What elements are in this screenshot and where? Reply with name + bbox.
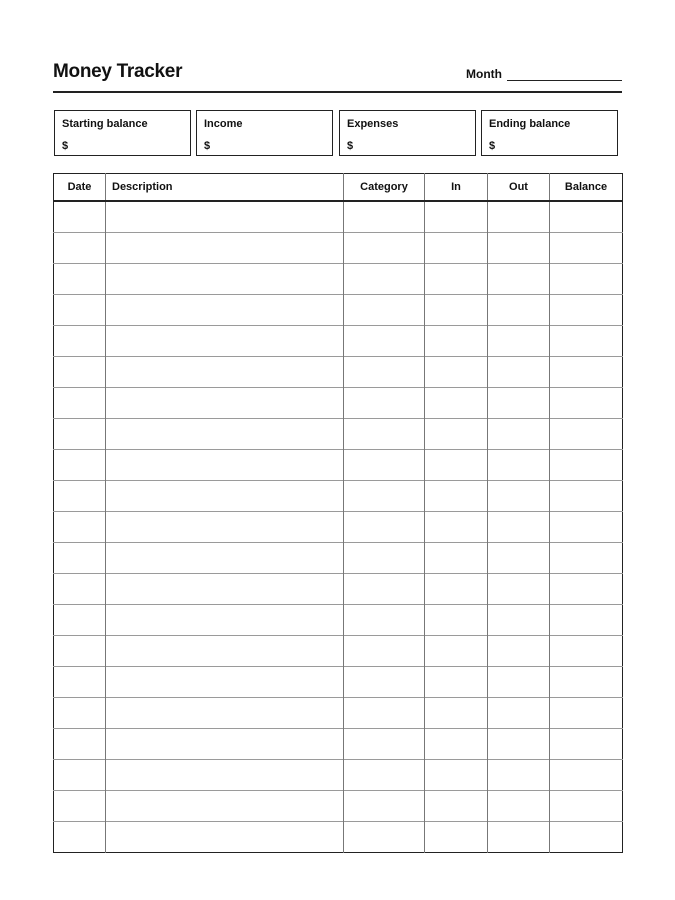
- date-cell[interactable]: [54, 264, 106, 295]
- column-header-category: Category: [344, 174, 425, 202]
- table-row: [54, 201, 623, 233]
- description-cell[interactable]: [106, 543, 344, 574]
- in-cell[interactable]: [425, 512, 488, 543]
- description-cell[interactable]: [106, 419, 344, 450]
- summary-starting-balance[interactable]: [54, 110, 191, 156]
- category-cell[interactable]: [344, 264, 425, 295]
- category-cell[interactable]: [344, 201, 425, 233]
- date-cell[interactable]: [54, 326, 106, 357]
- balance-cell[interactable]: [550, 574, 623, 605]
- column-header-balance: Balance: [550, 174, 623, 202]
- balance-cell[interactable]: [550, 605, 623, 636]
- summary-label: Income: [204, 118, 243, 130]
- in-cell[interactable]: [425, 233, 488, 264]
- balance-cell[interactable]: [550, 636, 623, 667]
- out-cell[interactable]: [488, 760, 550, 791]
- category-cell[interactable]: [344, 357, 425, 388]
- balance-cell[interactable]: [550, 667, 623, 698]
- category-cell[interactable]: [344, 326, 425, 357]
- description-cell[interactable]: [106, 605, 344, 636]
- in-cell[interactable]: [425, 729, 488, 760]
- page-title: Money Tracker: [53, 61, 183, 82]
- out-cell[interactable]: [488, 388, 550, 419]
- summary-ending-balance[interactable]: [481, 110, 618, 156]
- category-cell[interactable]: [344, 388, 425, 419]
- column-header-description: Description: [106, 174, 344, 202]
- in-cell[interactable]: [425, 791, 488, 822]
- balance-cell[interactable]: [550, 326, 623, 357]
- in-cell[interactable]: [425, 419, 488, 450]
- table-row: [54, 233, 623, 264]
- date-cell[interactable]: [54, 201, 106, 233]
- summary-currency: $: [62, 140, 69, 152]
- description-cell[interactable]: [106, 574, 344, 605]
- balance-cell[interactable]: [550, 295, 623, 326]
- table-row: [54, 729, 623, 760]
- description-cell[interactable]: [106, 201, 344, 233]
- in-cell[interactable]: [425, 698, 488, 729]
- category-cell[interactable]: [344, 605, 425, 636]
- out-cell[interactable]: [488, 791, 550, 822]
- column-header-out: Out: [488, 174, 550, 202]
- table-row: [54, 295, 623, 326]
- date-cell[interactable]: [54, 698, 106, 729]
- table-row: [54, 512, 623, 543]
- description-cell[interactable]: [106, 791, 344, 822]
- date-cell[interactable]: [54, 512, 106, 543]
- in-cell[interactable]: [425, 481, 488, 512]
- in-cell[interactable]: [425, 822, 488, 853]
- table-row: [54, 636, 623, 667]
- in-cell[interactable]: [425, 574, 488, 605]
- category-cell[interactable]: [344, 760, 425, 791]
- description-cell[interactable]: [106, 760, 344, 791]
- description-cell[interactable]: [106, 357, 344, 388]
- category-cell[interactable]: [344, 233, 425, 264]
- description-cell[interactable]: [106, 450, 344, 481]
- date-cell[interactable]: [54, 419, 106, 450]
- out-cell[interactable]: [488, 667, 550, 698]
- balance-cell[interactable]: [550, 729, 623, 760]
- table-row: [54, 450, 623, 481]
- summary-label: Expenses: [347, 118, 399, 130]
- date-cell[interactable]: [54, 729, 106, 760]
- table-row: [54, 264, 623, 295]
- out-cell[interactable]: [488, 326, 550, 357]
- balance-cell[interactable]: [550, 357, 623, 388]
- description-cell[interactable]: [106, 326, 344, 357]
- in-cell[interactable]: [425, 264, 488, 295]
- out-cell[interactable]: [488, 822, 550, 853]
- description-cell[interactable]: [106, 729, 344, 760]
- transactions-table: [53, 173, 623, 853]
- table-row: [54, 574, 623, 605]
- description-cell[interactable]: [106, 512, 344, 543]
- date-cell[interactable]: [54, 760, 106, 791]
- table-row: [54, 357, 623, 388]
- category-cell[interactable]: [344, 481, 425, 512]
- summary-expenses[interactable]: [339, 110, 476, 156]
- description-cell[interactable]: [106, 822, 344, 853]
- table-body: [54, 201, 623, 853]
- date-cell[interactable]: [54, 357, 106, 388]
- out-cell[interactable]: [488, 357, 550, 388]
- table-row: [54, 388, 623, 419]
- column-header-date: Date: [54, 174, 106, 202]
- out-cell[interactable]: [488, 698, 550, 729]
- out-cell[interactable]: [488, 450, 550, 481]
- balance-cell[interactable]: [550, 760, 623, 791]
- out-cell[interactable]: [488, 605, 550, 636]
- date-cell[interactable]: [54, 791, 106, 822]
- in-cell[interactable]: [425, 636, 488, 667]
- summary-currency: $: [347, 140, 354, 152]
- table-header-row: [54, 174, 623, 202]
- table-row: [54, 791, 623, 822]
- category-cell[interactable]: [344, 543, 425, 574]
- date-cell[interactable]: [54, 450, 106, 481]
- summary-label: Ending balance: [489, 118, 571, 130]
- table-row: [54, 481, 623, 512]
- in-cell[interactable]: [425, 201, 488, 233]
- date-cell[interactable]: [54, 295, 106, 326]
- balance-cell[interactable]: [550, 481, 623, 512]
- table-row: [54, 822, 623, 853]
- in-cell[interactable]: [425, 667, 488, 698]
- month-label: Month: [466, 67, 502, 81]
- category-cell[interactable]: [344, 574, 425, 605]
- description-cell[interactable]: [106, 388, 344, 419]
- balance-cell[interactable]: [550, 233, 623, 264]
- category-cell[interactable]: [344, 512, 425, 543]
- out-cell[interactable]: [488, 419, 550, 450]
- table-row: [54, 605, 623, 636]
- in-cell[interactable]: [425, 295, 488, 326]
- description-cell[interactable]: [106, 295, 344, 326]
- in-cell[interactable]: [425, 605, 488, 636]
- out-cell[interactable]: [488, 201, 550, 233]
- description-cell[interactable]: [106, 636, 344, 667]
- category-cell[interactable]: [344, 667, 425, 698]
- category-cell[interactable]: [344, 419, 425, 450]
- category-cell[interactable]: [344, 729, 425, 760]
- out-cell[interactable]: [488, 574, 550, 605]
- category-cell[interactable]: [344, 698, 425, 729]
- date-cell[interactable]: [54, 481, 106, 512]
- category-cell[interactable]: [344, 636, 425, 667]
- out-cell[interactable]: [488, 636, 550, 667]
- date-cell[interactable]: [54, 822, 106, 853]
- description-cell[interactable]: [106, 264, 344, 295]
- table-row: [54, 698, 623, 729]
- out-cell[interactable]: [488, 543, 550, 574]
- out-cell[interactable]: [488, 264, 550, 295]
- column-header-in: In: [425, 174, 488, 202]
- in-cell[interactable]: [425, 450, 488, 481]
- date-cell[interactable]: [54, 233, 106, 264]
- balance-cell[interactable]: [550, 450, 623, 481]
- balance-cell[interactable]: [550, 201, 623, 233]
- balance-cell[interactable]: [550, 698, 623, 729]
- date-cell[interactable]: [54, 667, 106, 698]
- date-cell[interactable]: [54, 388, 106, 419]
- balance-cell[interactable]: [550, 264, 623, 295]
- in-cell[interactable]: [425, 543, 488, 574]
- balance-cell[interactable]: [550, 388, 623, 419]
- balance-cell[interactable]: [550, 543, 623, 574]
- category-cell[interactable]: [344, 450, 425, 481]
- description-cell[interactable]: [106, 698, 344, 729]
- out-cell[interactable]: [488, 233, 550, 264]
- balance-cell[interactable]: [550, 512, 623, 543]
- out-cell[interactable]: [488, 729, 550, 760]
- category-cell[interactable]: [344, 822, 425, 853]
- table-row: [54, 760, 623, 791]
- table-row: [54, 326, 623, 357]
- out-cell[interactable]: [488, 481, 550, 512]
- table-row: [54, 543, 623, 574]
- description-cell[interactable]: [106, 233, 344, 264]
- summary-label: Starting balance: [62, 118, 148, 130]
- category-cell[interactable]: [344, 295, 425, 326]
- summary-currency: $: [489, 140, 496, 152]
- in-cell[interactable]: [425, 760, 488, 791]
- header-divider: [53, 91, 622, 93]
- description-cell[interactable]: [106, 481, 344, 512]
- table-row: [54, 667, 623, 698]
- balance-cell[interactable]: [550, 791, 623, 822]
- balance-cell[interactable]: [550, 419, 623, 450]
- balance-cell[interactable]: [550, 822, 623, 853]
- date-cell[interactable]: [54, 543, 106, 574]
- date-cell[interactable]: [54, 636, 106, 667]
- in-cell[interactable]: [425, 357, 488, 388]
- table-row: [54, 419, 623, 450]
- out-cell[interactable]: [488, 295, 550, 326]
- description-cell[interactable]: [106, 667, 344, 698]
- date-cell[interactable]: [54, 574, 106, 605]
- in-cell[interactable]: [425, 326, 488, 357]
- summary-income[interactable]: [196, 110, 333, 156]
- date-cell[interactable]: [54, 605, 106, 636]
- summary-currency: $: [204, 140, 211, 152]
- out-cell[interactable]: [488, 512, 550, 543]
- category-cell[interactable]: [344, 791, 425, 822]
- in-cell[interactable]: [425, 388, 488, 419]
- month-field[interactable]: [507, 80, 622, 81]
